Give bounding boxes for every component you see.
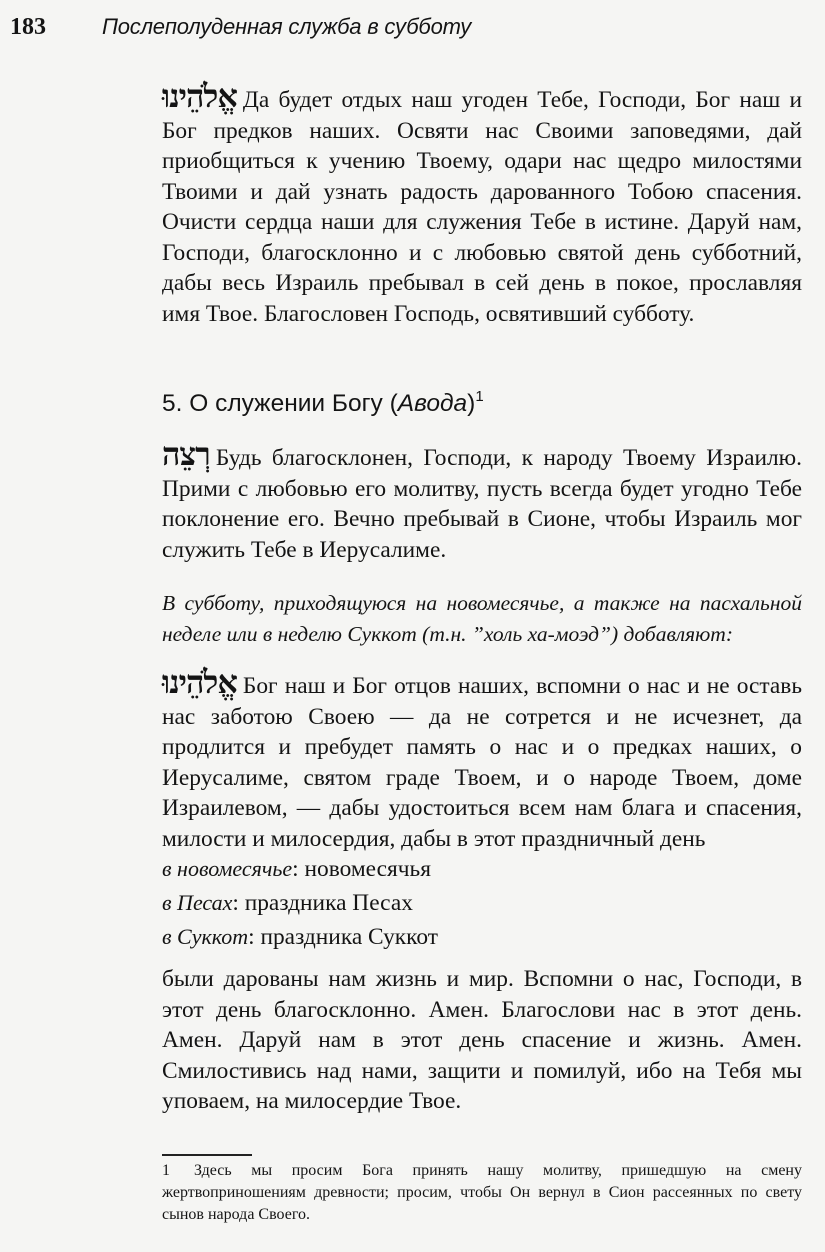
variant-line: в Песах: праздника Песах — [162, 890, 413, 916]
paragraph-text: Бог наш и Бог отцов наших, вспомни о нас и не оставь нас заботою Своею — да не сотрется и не исчезнет, да продлится и пребудет память о нас и о предках наших, о Иерусалиме, святом граде Твоем, и о народе Твоем, доме Израилевом, — дабы удостоиться всем нам блага и спасения, милости и милосердия, дабы в этот праздничный день — [162, 673, 802, 852]
paragraph-conclusion: были дарованы нам жизнь и мир. Вспомни о нас, Господи, в этот день благосклонно. Амен. Благослови нас в этот день. Амен. Даруй нам в этот день спасение и жизнь. Амен. Смилостивись над нами, защити и помилуй, ибо на Тебя мы уповаем, на милосердие Твое. — [162, 966, 802, 1114]
footnote — [162, 1160, 802, 1226]
paragraph-text: Да будет отдых наш угоден Тебе, Господи, Бог наш и Бог предков наших. Освяти нас Своими заповедями, дай приобщиться к учению Твоему, одари нас щедро милостями Твоими и дай узнать радость дарованного Тобою спасения. Очисти сердца наши для служения Тебе в истине. Даруй нам, Господи, благосклонно и с любовью святой день субботний, дабы весь Израиль пребывал в сей день в покое, прославляя имя Твое. Благословен Господь, освятивший субботу. — [162, 87, 802, 327]
rubric-instruction: В субботу, приходящуюся на новомесячье, а также на пасхальной неделе или в неделю Суккот (т.н. ”холь ха-моэд”) добавляют: — [162, 591, 802, 646]
hebrew-incipit-retzeh: רְצֵה — [162, 435, 210, 473]
paragraph-shabbat-sanctification — [162, 77, 802, 329]
footnote-ref: 1 — [475, 388, 484, 405]
section-heading-avoda: 5. О служении Богу (Авода)$^1$ — [162, 388, 484, 417]
page-number: 183 — [10, 14, 46, 40]
page-header — [10, 14, 805, 50]
footnote-rule — [162, 1154, 252, 1156]
hebrew-incipit-eloheinu: אֱלֹהֵינוּ — [162, 77, 237, 115]
footnote-text: Здесь мы просим Бога принять нашу молитву, пришедшую на смену жертвоприношениям древности; просим, чтобы Он вернул в Сион рассеянных по свету сынов народа Своего. — [162, 1162, 802, 1223]
variant-line: в Суккот: праздника Суккот — [162, 924, 438, 950]
variant-line: в новомесячье: новомесячья — [162, 856, 431, 882]
paragraph-text: Будь благосклонен, Господи, к народу Твоему Израилю. Прими с любовью его молитву, пусть всегда будет угодно Тебе поклонение его. Вечно пребывай в Сионе, чтобы Израиль мог служить Тебе в Иерусалиме. — [162, 445, 802, 563]
paragraph-retzeh — [162, 435, 802, 565]
footnote-mark: 1 — [162, 1162, 170, 1179]
hebrew-incipit-eloheinu: אֱלֹהֵינוּ — [162, 663, 237, 701]
running-title: Послеполуденная служба в субботу — [102, 14, 472, 39]
paragraph-yaaleh-veyavo — [162, 663, 802, 854]
holiday-variants — [162, 852, 802, 954]
